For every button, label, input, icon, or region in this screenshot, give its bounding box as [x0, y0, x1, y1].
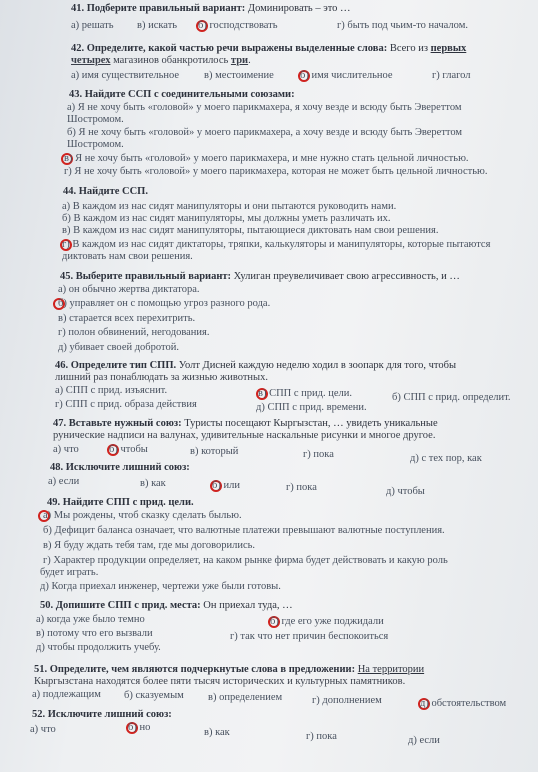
- q46-option-g[interactable]: г) СПП с прид. образа действия: [55, 399, 197, 410]
- question-42-text3: .: [248, 55, 251, 66]
- question-45-text: Хулиган преувеличивает свою агрессивность, и …: [231, 271, 460, 282]
- question-42-text2: магазинов обанкротилось: [110, 55, 231, 66]
- question-47-head: 47. Вставьте нужный союз:: [53, 418, 182, 429]
- q41-option-b[interactable]: б) господствовать: [198, 20, 278, 31]
- q49-option-g[interactable]: г) Характер продукции определяет, на каком рынке фирма будет действовать и какую роль: [43, 555, 448, 566]
- question-47-line2: рунические надписи на валунах, удивительные наскальные рисунки и многое другое.: [53, 430, 436, 441]
- q48-option-b[interactable]: б) или: [212, 480, 240, 491]
- q47-option-d[interactable]: д) с тех пор, как: [410, 453, 482, 464]
- q49-option-a[interactable]: а) Мы рождены, чтоб сказку сделать былью.: [43, 510, 242, 521]
- question-42-head: 42. Определите, какой частью речи выражены выделенные слова:: [71, 43, 388, 54]
- q48-option-v[interactable]: в) как: [140, 478, 166, 489]
- q43-option-a-cont: Шостромом.: [67, 114, 124, 125]
- q47-option-g[interactable]: г) пока: [303, 449, 334, 460]
- q47-option-a[interactable]: а) что: [53, 444, 79, 455]
- question-51: [34, 664, 424, 676]
- q51-option-b[interactable]: б) сказуемым: [124, 690, 184, 701]
- q50-option-b[interactable]: б) где его уже поджидали: [270, 616, 384, 627]
- question-44: 44. Найдите ССП.: [63, 186, 148, 197]
- question-41-text: Доминировать – это …: [245, 3, 351, 14]
- q42-option-a[interactable]: а) имя существительное: [71, 70, 180, 81]
- q43-option-b-cont: Шостромом.: [67, 139, 124, 150]
- question-49: 49. Найдите СПП с прид. цели.: [47, 497, 194, 508]
- underlined-word-3: три: [230, 55, 249, 66]
- q42-option-v[interactable]: в) местоимение: [204, 70, 274, 81]
- q44-option-a[interactable]: а) В каждом из нас сидят манипуляторы и они пытаются руководить нами.: [62, 201, 397, 212]
- q46-option-a[interactable]: а) СПП с прид. изъяснит.: [55, 385, 168, 396]
- question-46-head: 46. Определите тип СПП.: [55, 360, 177, 371]
- q45-option-a[interactable]: а) он обычно жертва диктатора.: [58, 284, 200, 295]
- question-47: [53, 418, 438, 430]
- question-46-line2: лишний раз понаблюдать за жизнью животных.: [55, 372, 268, 383]
- q49-option-d[interactable]: д) Когда приехал инженер, чертежи уже были готовы.: [40, 581, 281, 592]
- q52-option-d[interactable]: д) если: [408, 735, 440, 746]
- q46-option-b[interactable]: б) СПП с прид. определит.: [392, 392, 511, 403]
- q50-option-d[interactable]: д) чтобы продолжить учебу.: [36, 642, 161, 653]
- question-48: 48. Исключите лишний союз:: [50, 462, 190, 473]
- question-46-text: Уолт Дисней каждую неделю ходил в зоопарк для того, чтобы: [176, 360, 456, 371]
- q44-option-g-cont: диктовать нам свои решения.: [62, 251, 193, 262]
- q45-option-d[interactable]: д) убивает своей добротой.: [58, 342, 179, 353]
- q43-option-a[interactable]: а) Я не хочу быть «головой» у моего парикмахера, я хочу везде и всюду быть Эвереттом: [67, 102, 462, 113]
- q45-option-b[interactable]: б) управляет он с помощью угроз разного рода.: [58, 298, 271, 309]
- q51-option-a[interactable]: а) подлежащим: [32, 689, 101, 700]
- question-46: [55, 360, 456, 372]
- q47-option-b[interactable]: б) чтобы: [109, 444, 148, 455]
- q51-option-v[interactable]: в) определением: [208, 692, 283, 703]
- question-47-text: Туристы посещают Кыргызстан, … увидеть уникальные: [181, 418, 438, 429]
- question-43: 43. Найдите ССП с соединительными союзами:: [69, 89, 295, 100]
- q46-option-v[interactable]: в) СПП с прид. цели.: [258, 388, 353, 399]
- q41-option-v[interactable]: в) искать: [137, 20, 178, 31]
- q52-option-v[interactable]: в) как: [204, 727, 230, 738]
- question-51-head: 51. Определите, чем являются подчеркнутые слова в предложении:: [34, 664, 356, 675]
- q51-option-d[interactable]: д) обстоятельством: [420, 698, 507, 709]
- q42-option-g[interactable]: г) глагол: [432, 70, 471, 81]
- question-42-line2: [71, 55, 251, 67]
- q52-option-g[interactable]: г) пока: [306, 731, 337, 742]
- q50-option-a[interactable]: а) когда уже было темно: [36, 614, 145, 625]
- question-51-line2: Кыргызстана находятся более пяти тысяч исторических и культурных памятников.: [34, 676, 406, 687]
- q47-option-v[interactable]: в) который: [190, 446, 239, 457]
- q45-option-v[interactable]: в) старается всех перехитрить.: [58, 313, 196, 324]
- q42-option-b[interactable]: б) имя числительное: [300, 70, 393, 81]
- q43-option-b[interactable]: б) Я не хочу быть «головой» у моего парикмахера, а хочу везде и всюду быть Эвереттом: [67, 127, 463, 138]
- q43-option-v[interactable]: в) Я не хочу быть «головой» у моего парикмахера, и мне нужно стать цельной личностью.: [64, 153, 469, 164]
- question-45: [60, 271, 460, 283]
- q45-option-g[interactable]: г) полон обвинений, негодования.: [58, 327, 210, 338]
- underlined-phrase: На территории: [357, 664, 425, 675]
- question-42: [71, 43, 466, 55]
- question-50-head: 50. Допишите СПП с прид. места:: [40, 600, 201, 611]
- question-52: 52. Исключите лишний союз:: [32, 709, 172, 720]
- underlined-word-1: первых: [430, 43, 467, 54]
- q49-option-g-cont: будет играть.: [40, 567, 99, 578]
- q41-option-a[interactable]: а) решать: [71, 20, 114, 31]
- q41-option-g[interactable]: г) быть под чьим-то началом.: [337, 20, 468, 31]
- q48-option-g[interactable]: г) пока: [286, 482, 317, 493]
- q49-option-b[interactable]: б) Дефицит баланса означает, что валютные платежи превышают валютные поступления.: [43, 525, 445, 536]
- q44-option-v[interactable]: в) В каждом из нас сидят манипуляторы, пытающиеся диктовать нам свои решения.: [62, 225, 439, 236]
- question-42-text: Всего из: [387, 43, 431, 54]
- q44-option-b[interactable]: б) В каждом из нас сидят манипуляторы, мы должны уметь различать их.: [62, 213, 391, 224]
- question-41: [71, 3, 351, 15]
- underlined-word-2: четырех: [71, 55, 111, 66]
- q48-option-d[interactable]: д) чтобы: [386, 486, 425, 497]
- q51-option-g[interactable]: г) дополнением: [312, 695, 382, 706]
- q52-option-a[interactable]: а) что: [30, 724, 56, 735]
- q52-option-b[interactable]: б) но: [128, 722, 151, 733]
- question-41-head: 41. Подберите правильный вариант:: [71, 3, 246, 14]
- question-50-text: Он приехал туда, …: [200, 600, 293, 611]
- q49-option-v[interactable]: в) Я буду ждать тебя там, где мы договорились.: [43, 540, 256, 551]
- question-50: [40, 600, 293, 612]
- q50-option-v[interactable]: в) потому что его вызвали: [36, 628, 153, 639]
- q50-option-g[interactable]: г) так что нет причин беспокоиться: [230, 631, 389, 642]
- q43-option-g[interactable]: г) Я не хочу быть «головой» у моего парикмахера, которая не может быть цельной личностью.: [64, 166, 488, 177]
- q44-option-g[interactable]: г) В каждом из нас сидят диктаторы, тряпки, калькуляторы и манипуляторы, которые пытаются: [62, 239, 491, 250]
- q46-option-d[interactable]: д) СПП с прид. времени.: [256, 402, 367, 413]
- question-45-head: 45. Выберите правильный вариант:: [60, 271, 232, 282]
- q48-option-a[interactable]: а) если: [48, 476, 80, 487]
